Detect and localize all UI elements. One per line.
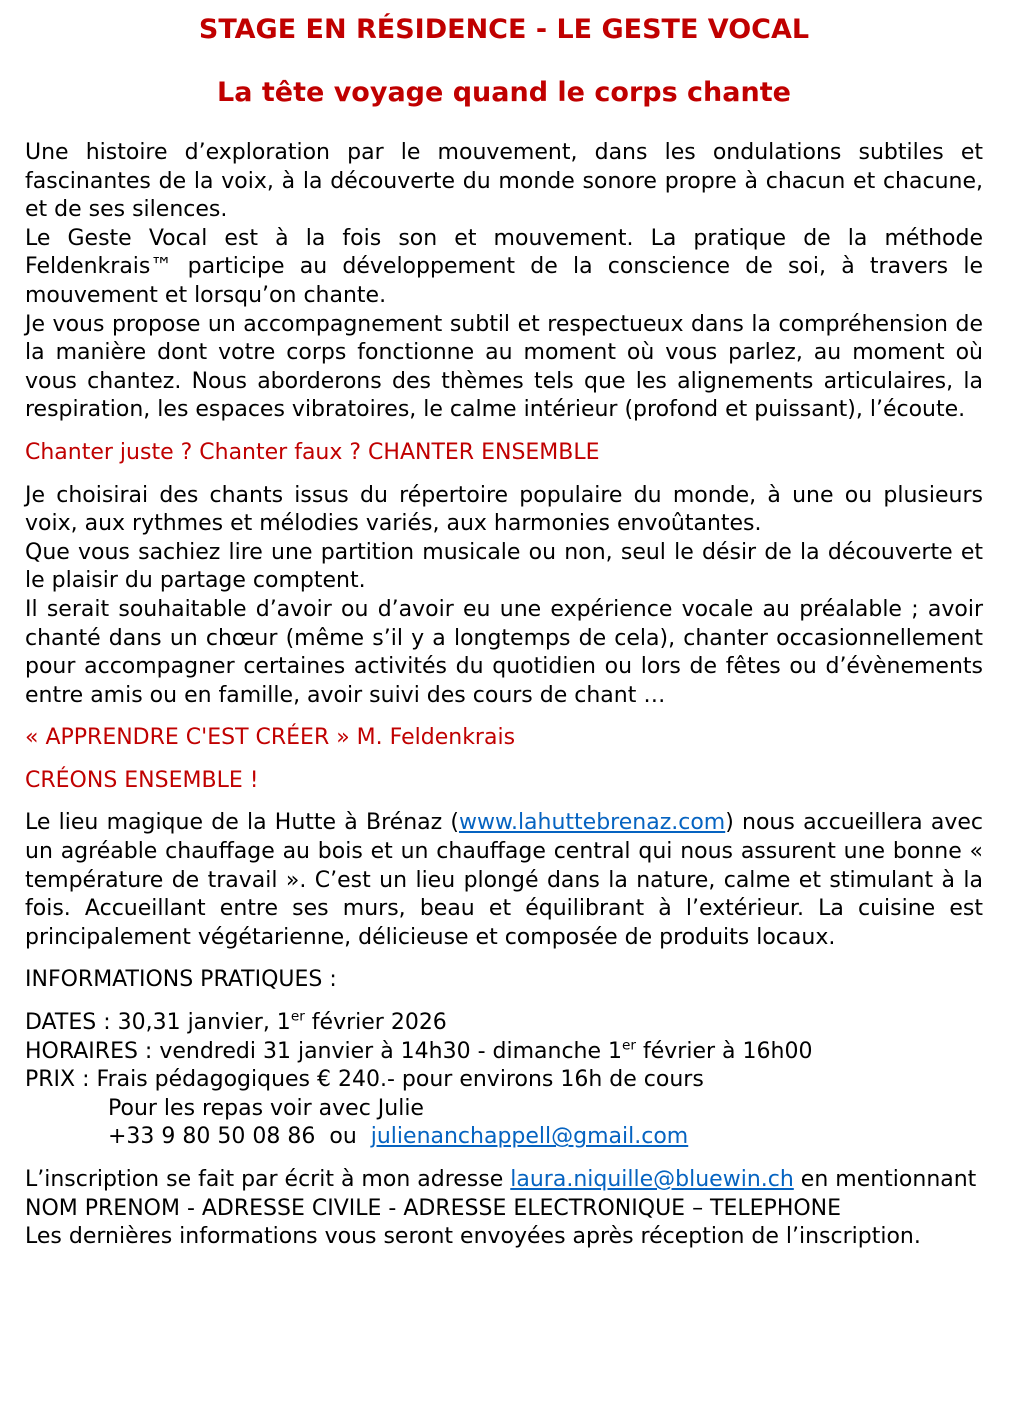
horaires-text: HORAIRES : vendredi 31 janvier à 14h30 - dimanche 1 — [25, 1038, 623, 1064]
intro-paragraph-1: Une histoire d’exploration par le mouvement, dans les ondulations subtiles et fascinantes de la voix, à la découverte du monde sonore propre à chacun et chacune, et de ses silences. — [25, 140, 983, 223]
inscription-paragraph — [25, 1166, 983, 1223]
quote-apprendre-feldenkrais: « APPRENDRE C'EST CRÉER » M. Feldenkrais — [25, 725, 516, 751]
chanter-paragraph-2: Que vous sachiez lire une partition musicale ou non, seul le désir de la découverte et le plaisir du partage comptent. — [25, 539, 983, 594]
horaires-ordinal-suffix: er — [622, 1037, 637, 1054]
phone-number-text: +33 9 80 50 08 86 ou — [108, 1124, 371, 1150]
chanter-section — [25, 482, 983, 711]
page-subtitle: La tête voyage quand le corps chante — [217, 77, 791, 108]
info-horaires-line — [25, 1038, 983, 1067]
info-dates-line — [25, 1009, 983, 1038]
final-note: Les dernières informations vous seront envoyées après réception de l’inscription. — [25, 1224, 921, 1250]
page-title: STAGE EN RÉSIDENCE - LE GESTE VOCAL — [198, 14, 810, 45]
chanter-paragraph-1: Je choisirai des chants issus du répertoire populaire du monde, à une ou plusieurs voix, aux rythmes et mélodies variés, aux harmonies envoûtantes. — [25, 482, 983, 537]
venue-text-after-link: ) nous accueillera avec un agréable chauffage au bois et un chauffage central qui nous assurent une bonne « température de travail ». C’est un lieu plongé dans la nature, calme et stimulant à la fois. Accueillant entre ses murs, beau et équilibrant à l’extérieur. La cuisine est principalement végétarienne, délicieuse et composée de produits locaux. — [25, 810, 983, 950]
heading-creons-ensemble: CRÉONS ENSEMBLE ! — [25, 767, 259, 793]
email-julie-link[interactable]: julienanchappell@gmail.com — [370, 1124, 689, 1150]
intro-paragraph-3: Je vous propose un accompagnement subtil et respectueux dans la compréhension de la manière dont votre corps fonctionne au moment où vous parlez, au moment où vous chantez. Nous aborderons des thèmes tels que les alignements articulaires, la respiration, les espaces vibratoires, le calme intérieur (profond et puissant), l’écoute. — [25, 311, 983, 423]
info-prix-line: PRIX : Frais pédagogiques € 240.- pour environs 16h de cours — [25, 1067, 704, 1093]
dates-text-after: février 2026 — [304, 1010, 447, 1036]
venue-website-link[interactable]: www.lahuttebrenaz.com — [458, 810, 726, 836]
heading-chanter-ensemble: Chanter juste ? Chanter faux ? CHANTER ENSEMBLE — [25, 439, 600, 465]
horaires-text-after: février à 16h00 — [636, 1038, 813, 1064]
practical-info-list — [25, 1009, 983, 1152]
inscription-text-before-link: L’inscription se fait par écrit à mon adresse — [25, 1167, 511, 1192]
venue-paragraph — [25, 809, 983, 952]
email-laura-link[interactable]: laura.niquille@bluewin.ch — [510, 1167, 794, 1192]
venue-text-before-link: Le lieu magique de la Hutte à Brénaz ( — [25, 810, 459, 836]
intro-paragraph-2: Le Geste Vocal est à la fois son et mouvement. La pratique de la méthode Feldenkrais™ participe au développement de la conscience de soi, à travers le mouvement et lorsqu’on chante. — [25, 225, 983, 308]
intro-section — [25, 139, 983, 425]
inscription-text-after-link: en mentionnant NOM PRENOM - ADRESSE CIVILE - ADRESSE ELECTRONIQUE – TELEPHONE — [25, 1167, 977, 1221]
info-repas-line: Pour les repas voir avec Julie — [108, 1095, 424, 1121]
chanter-paragraph-3: Il serait souhaitable d’avoir ou d’avoir eu une expérience vocale au préalable ; avoir chanté dans un chœur (même s’il y a longtemps de cela), chanter occasionnellement pour accompagner certaines activités du quotidien ou lors de fêtes ou d’évènements entre amis ou en famille, avoir suivi des cours de chant … — [25, 596, 983, 708]
heading-informations-pratiques: INFORMATIONS PRATIQUES : — [25, 967, 337, 993]
dates-ordinal-suffix: er — [290, 1008, 305, 1025]
dates-text: DATES : 30,31 janvier, 1 — [25, 1010, 291, 1036]
info-contact-line — [25, 1123, 983, 1152]
